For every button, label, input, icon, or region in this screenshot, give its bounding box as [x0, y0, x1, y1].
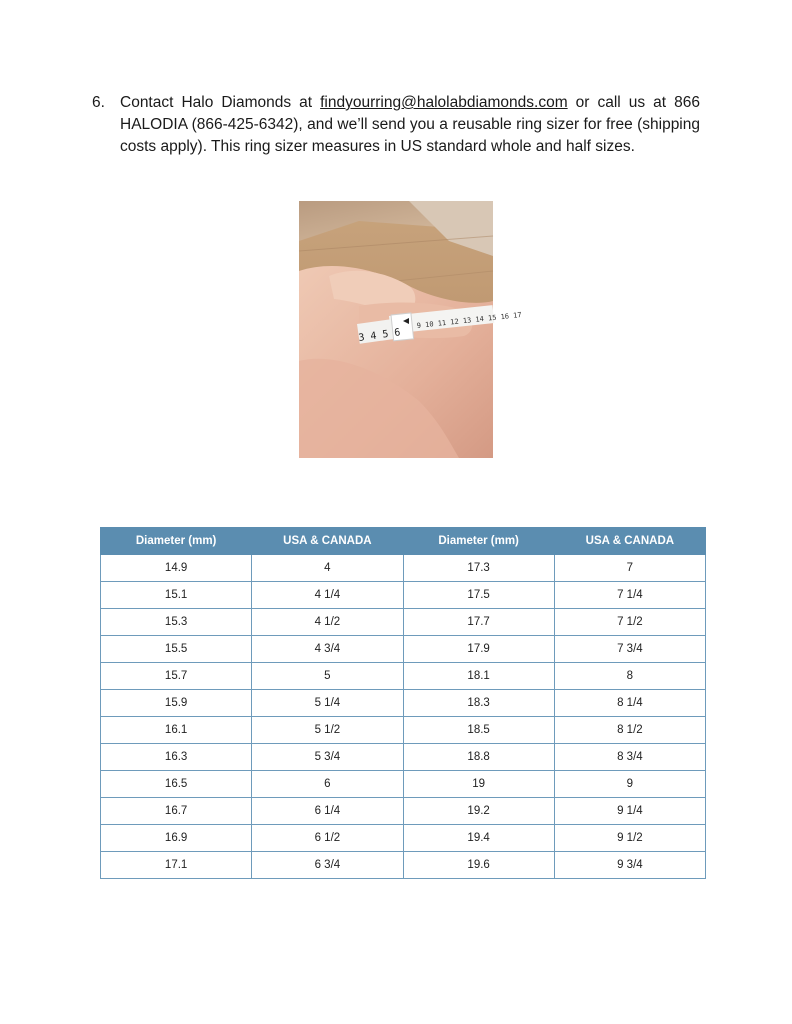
table-cell: 18.5: [403, 717, 554, 744]
table-cell: 8: [554, 663, 705, 690]
table-cell: 19.6: [403, 852, 554, 879]
table-row: [101, 555, 706, 582]
table-cell: 7 3/4: [554, 636, 705, 663]
table-cell: 16.5: [101, 771, 252, 798]
table-cell: 17.3: [403, 555, 554, 582]
email-link[interactable]: findyourring@halolabdiamonds.com: [320, 94, 568, 111]
table-cell: 7 1/2: [554, 609, 705, 636]
table-cell: 15.1: [101, 582, 252, 609]
table-cell: 19.2: [403, 798, 554, 825]
table-header-row: [101, 528, 706, 555]
sizer-numbers-right: 9 10 11 12 13 14 15 16 17: [416, 311, 522, 330]
table-cell: 16.3: [101, 744, 252, 771]
step-text-after-email: or call us at 866 HALODIA (866-425-6342), and we’ll send you a reusable ring sizer for free (shipping costs apply). This ring sizer measures in US standard whole and half sizes.: [120, 94, 700, 155]
table-row: [101, 636, 706, 663]
table-cell: 15.5: [101, 636, 252, 663]
table-row: [101, 744, 706, 771]
table-row: [101, 717, 706, 744]
table-row: [101, 771, 706, 798]
table-cell: 16.9: [101, 825, 252, 852]
step-text: [120, 92, 700, 158]
table-cell: 4 3/4: [252, 636, 403, 663]
table-cell: 4 1/4: [252, 582, 403, 609]
table-cell: 15.7: [101, 663, 252, 690]
table-cell: 9 3/4: [554, 852, 705, 879]
table-cell: 6 3/4: [252, 852, 403, 879]
table-cell: 16.7: [101, 798, 252, 825]
table-row: [101, 798, 706, 825]
table-cell: 15.3: [101, 609, 252, 636]
header-diameter-2: Diameter (mm): [403, 528, 554, 555]
table-cell: 6 1/4: [252, 798, 403, 825]
table-row: [101, 663, 706, 690]
table-row: [101, 852, 706, 879]
ring-size-table: [100, 527, 706, 879]
header-usa-canada-1: USA & CANADA: [252, 528, 403, 555]
table-cell: 5 1/2: [252, 717, 403, 744]
table-cell: 16.1: [101, 717, 252, 744]
sizer-numbers-left: 3 4 5 6: [357, 327, 402, 344]
table-cell: 18.3: [403, 690, 554, 717]
step-text-before-email: Contact Halo Diamonds at: [120, 94, 321, 111]
table-cell: 5 1/4: [252, 690, 403, 717]
step-number: 6.: [92, 94, 105, 111]
table-cell: 18.1: [403, 663, 554, 690]
table-row: [101, 690, 706, 717]
table-cell: 8 1/4: [554, 690, 705, 717]
table-cell: 14.9: [101, 555, 252, 582]
table-cell: 6: [252, 771, 403, 798]
header-usa-canada-2: USA & CANADA: [554, 528, 705, 555]
ring-sizer-illustration: [299, 201, 522, 458]
table-cell: 8 3/4: [554, 744, 705, 771]
table-cell: 5: [252, 663, 403, 690]
ring-sizer-photo: [299, 201, 522, 458]
table-cell: 19.4: [403, 825, 554, 852]
table-cell: 8 1/2: [554, 717, 705, 744]
table-cell: 6 1/2: [252, 825, 403, 852]
table-cell: 7: [554, 555, 705, 582]
table-cell: 4: [252, 555, 403, 582]
table-cell: 9 1/2: [554, 825, 705, 852]
header-diameter-1: Diameter (mm): [101, 528, 252, 555]
table-cell: 4 1/2: [252, 609, 403, 636]
table-cell: 17.7: [403, 609, 554, 636]
table-row: [101, 825, 706, 852]
table-cell: 17.1: [101, 852, 252, 879]
instruction-step-6: [92, 92, 700, 158]
table-row: [101, 609, 706, 636]
table-cell: 17.5: [403, 582, 554, 609]
table-row: [101, 582, 706, 609]
table-cell: 7 1/4: [554, 582, 705, 609]
table-cell: 15.9: [101, 690, 252, 717]
table-cell: 17.9: [403, 636, 554, 663]
table-cell: 9: [554, 771, 705, 798]
table-cell: 5 3/4: [252, 744, 403, 771]
table-cell: 19: [403, 771, 554, 798]
table-cell: 18.8: [403, 744, 554, 771]
table-cell: 9 1/4: [554, 798, 705, 825]
